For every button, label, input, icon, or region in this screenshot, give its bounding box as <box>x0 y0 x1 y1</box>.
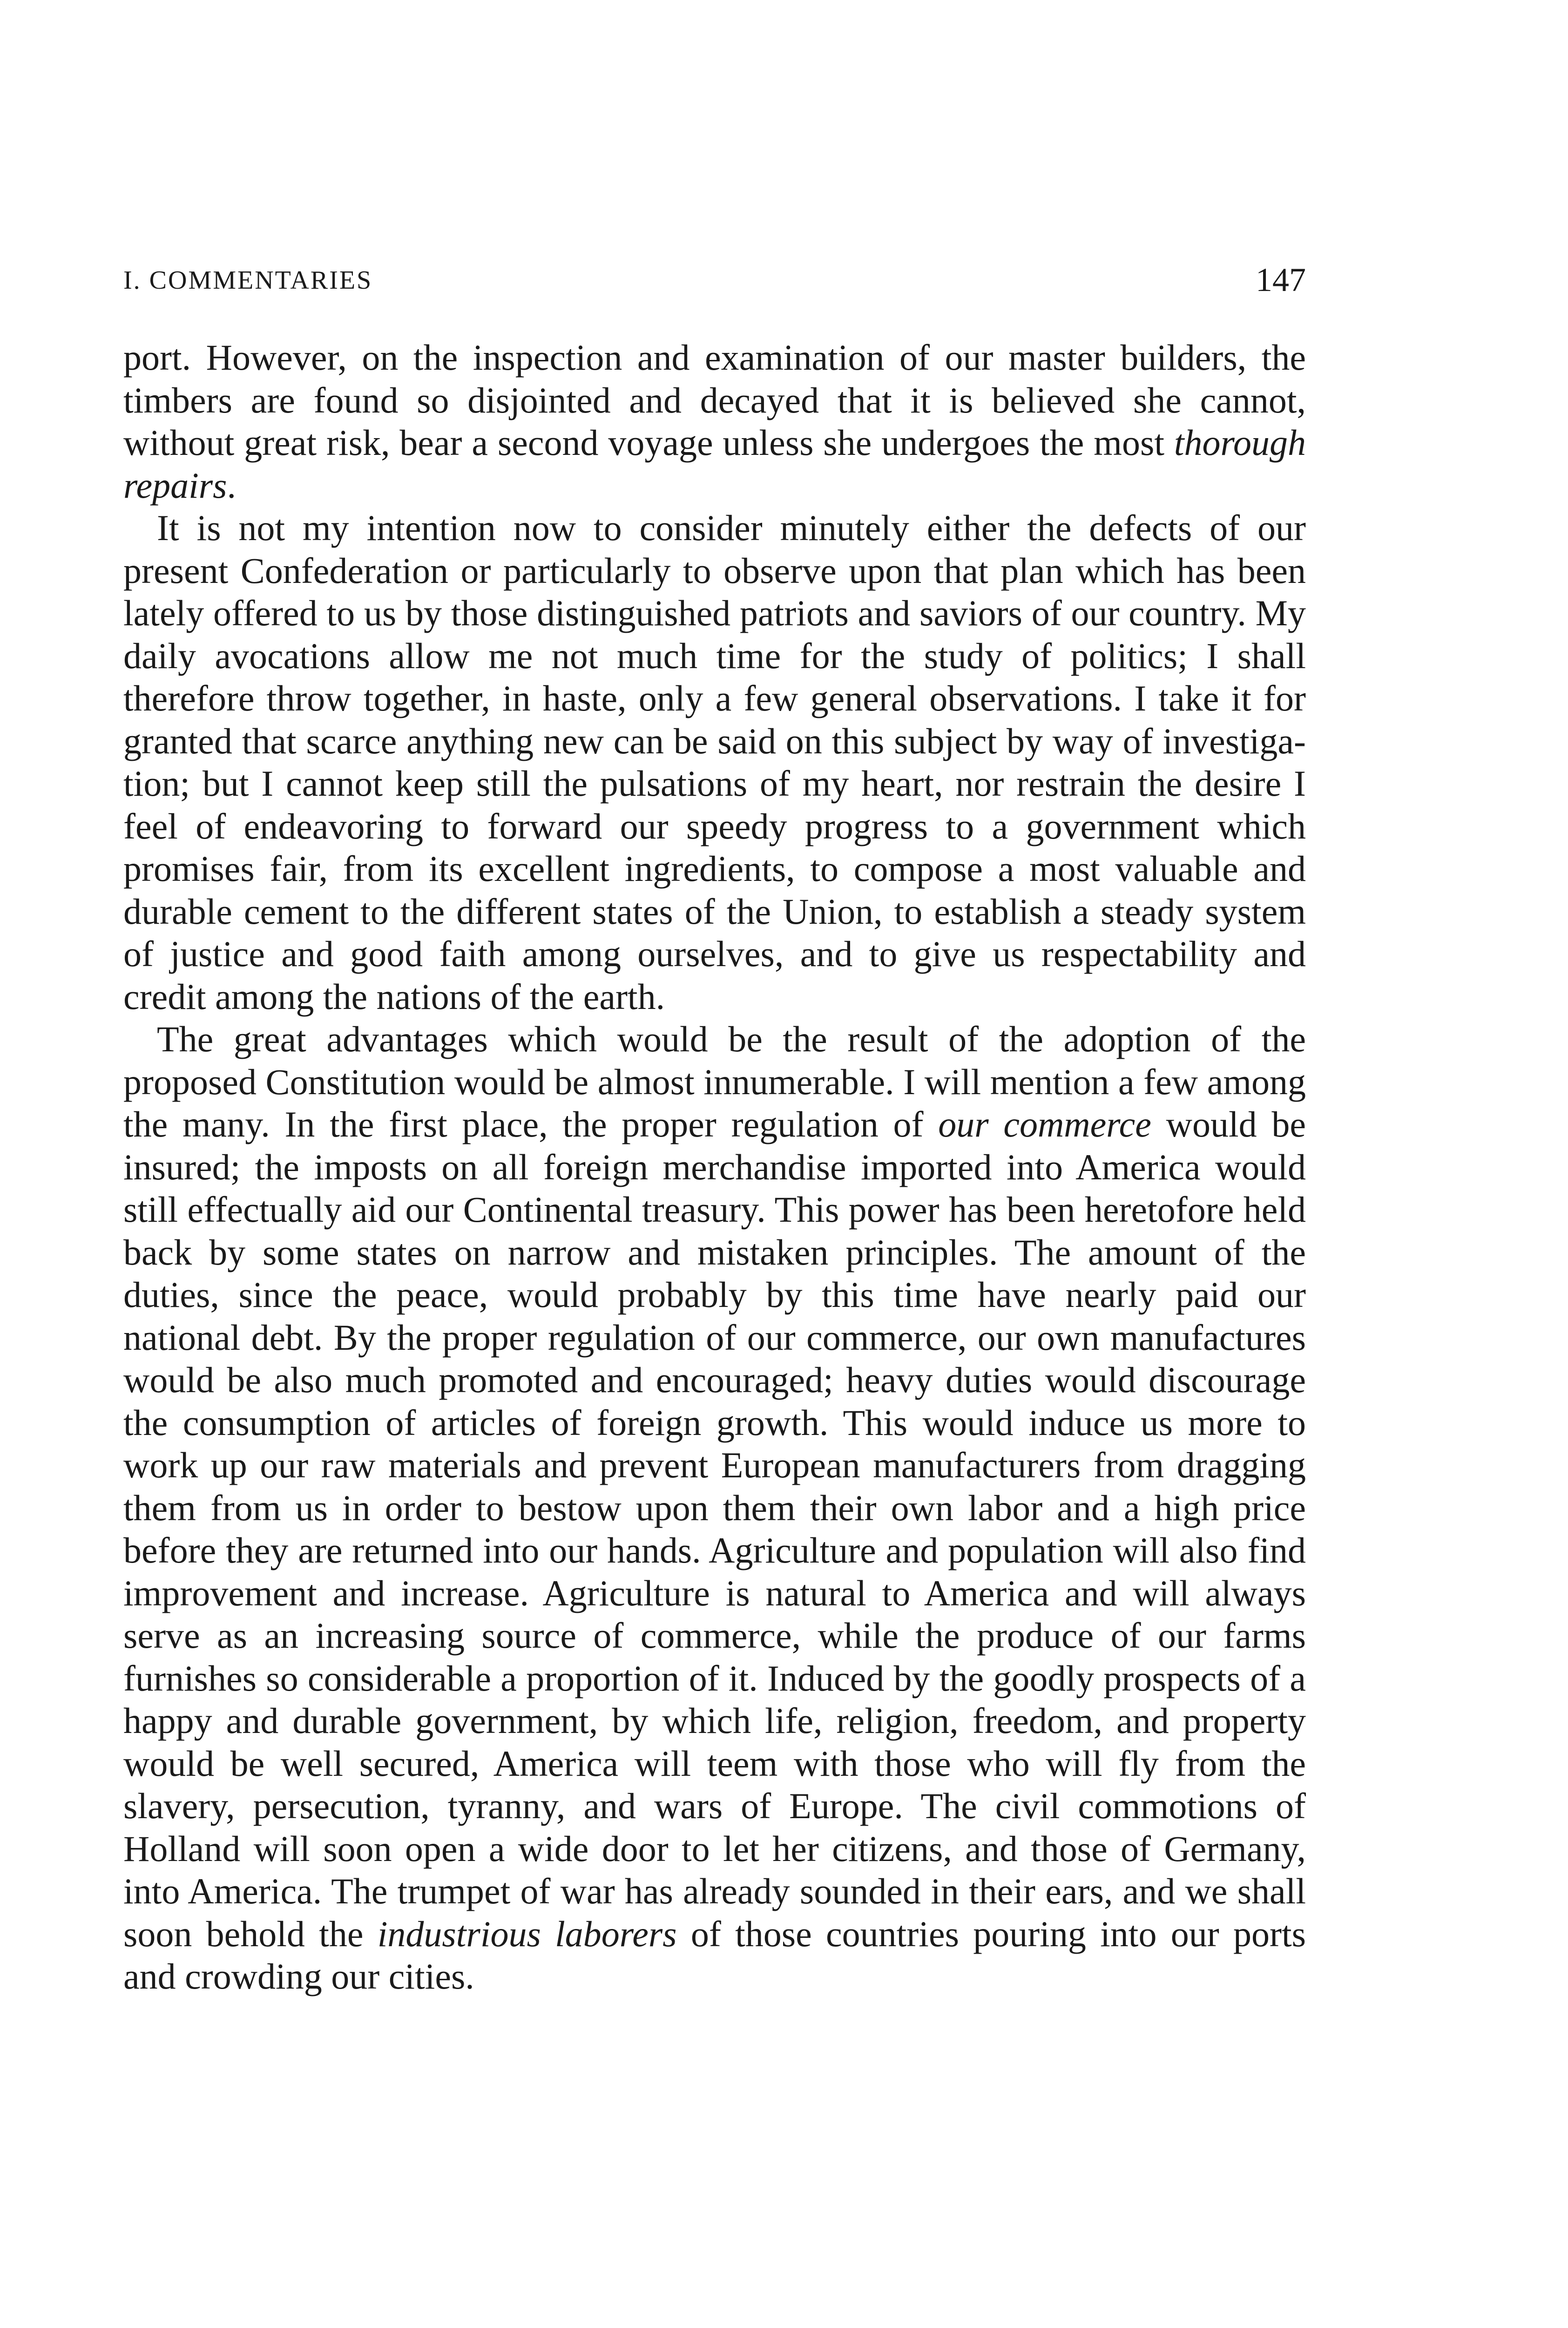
text-run: . <box>227 465 236 506</box>
italic-run: industrious laborers <box>377 1913 677 1954</box>
text-run: The great advantages which would be the result of the adoption of the proposed Constitution would be almost innumerable. I will mention a few among the many. In the first place, the proper regulation of <box>123 1019 1306 1144</box>
text-run: would be insured; the imposts on all foreign merchandise imported into America would still effectually aid our Continental treasury. This power has been heretofore held back by some states on narrow and mistaken principles. The amount of the duties, since the peace, would probably by this time have nearly paid our national debt. By the proper regulation of our commerce, our own manufactures would be also much promoted and encouraged; heavy duties would discourage the consumption of articles of foreign growth. This would induce us more to work up our raw materials and prevent European manufacturers from dragging them from us in order to bestow upon them their own labor and a high price before they are returned into our hands. Agriculture and population will also find improvement and increase. Agriculture is natural to America and will always serve as an increasing source of commerce, while the produce of our farms furnishes so considerable a proportion of it. Induced by the goodly prospects of a happy and durable government, by which life, religion, freedom, and property would be well secured, America will teem with those who will fly from the slavery, persecution, tyranny, and wars of Europe. The civil commotions of Holland will soon open a wide door to let her citizens, and those of Germany, into America. The trumpet of war has already sounded in their ears, and we shall soon behold the <box>123 1104 1306 1954</box>
page-number: 147 <box>1256 261 1306 298</box>
paragraph-3 <box>123 1018 1306 1998</box>
running-head <box>123 261 1306 298</box>
text-run: of those countries pouring into our ports and crowding our cities. <box>123 1913 1306 1996</box>
italic-run: thorough repairs <box>123 422 1306 506</box>
paragraph-1 <box>123 336 1306 507</box>
section-title: I. COMMENTARIES <box>123 266 373 295</box>
text-run: port. However, on the inspection and examination of our master builders, the timbers are found so disjointed and decayed that it is believed she cannot, without great risk, bear a second voyage unless she undergoes the most <box>123 337 1306 463</box>
paragraph-2 <box>123 507 1306 1018</box>
italic-run: our commerce <box>938 1104 1151 1144</box>
text-run: It is not my intention now to consider minutely either the defects of our present Confederation or particularly to observe upon that plan which has been lately offered to us by those distinguished patriots and saviors of our country. My daily avocations allow me not much time for the study of politics; I shall therefore throw together, in haste, only a few general observations. I take it for granted that scarce anything new can be said on this subject by way of investigation; but I cannot keep still the pulsations of my heart, nor restrain the desire I feel of endeavoring to forward our speedy progress to a government which promises fair, from its excellent ingredients, to compose a most valuable and durable cement to the different states of the Union, to establish a steady system of justice and good faith among ourselves, and to give us respectability and credit among the nations of the earth. <box>123 508 1306 1017</box>
body-text <box>123 336 1306 1998</box>
